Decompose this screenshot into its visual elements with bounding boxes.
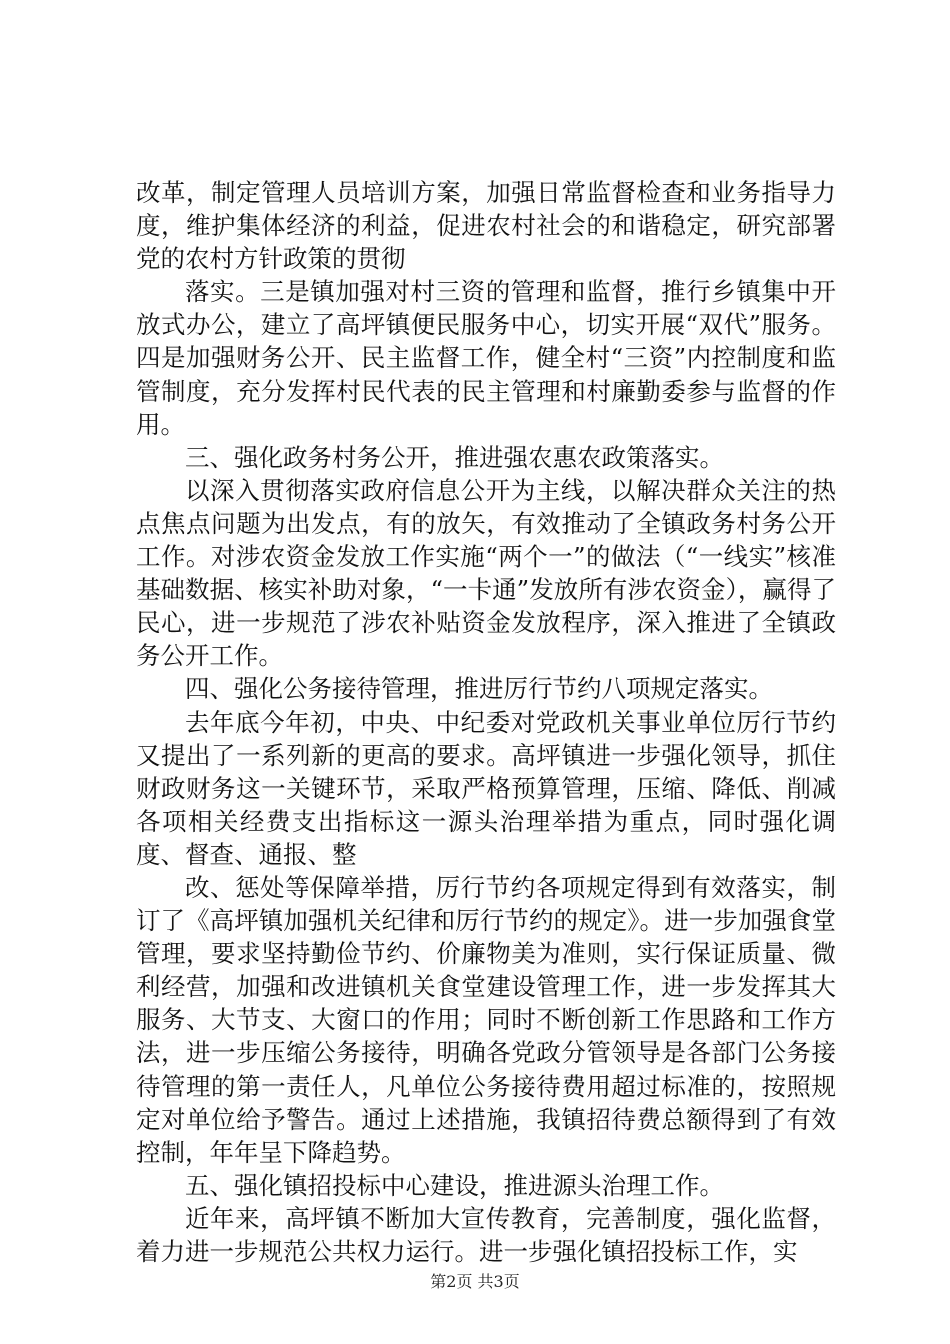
paragraph-2: 落实。三是镇加强对村三资的管理和监督，推行乡镇集中开放式办公，建立了高坪镇便民服务中心，切实开展“双代”服务。四是加强财务公开、民主监督工作，健全村“三资”内控制度和监管制度，充分发挥村民代表的民主管理和村廉勤委参与监督的作用。	[136, 277, 836, 439]
paragraph-3: 以深入贯彻落实政府信息公开为主线，以解决群众关注的热点焦点问题为出发点，有的放矢，有效推动了全镇政务村务公开工作。对涉农资金发放工作实施“两个一”的做法（“一线实”核准基础数据、核实补助对象，“一卡通”发放所有涉农资金），赢得了民心，进一步规范了涉农补贴资金发放程序，深入推进了全镇政务公开工作。	[136, 475, 836, 671]
paragraph-4: 去年底今年初，中央、中纪委对党政机关事业单位厉行节约又提出了一系列新的更高的要求。高坪镇进一步强化领导，抓住财政财务这一关键环节，采取严格预算管理，压缩、降低、削减各项相关经费支出指标这一源头治理举措为重点，同时强化调度、督查、通报、整	[136, 707, 836, 869]
section-heading-3: 三、强化政务村务公开，推进强农惠农政策落实。	[185, 442, 724, 472]
document-body	[136, 176, 836, 1268]
page-number-footer: 第2页 共3页	[430, 1272, 520, 1291]
section-heading-5: 五、强化镇招投标中心建设，推进源头治理工作。	[185, 1170, 724, 1200]
paragraph-1: 改革，制定管理人员培训方案，加强日常监督检查和业务指导力度，维护集体经济的利益，促进农村社会的和谐稳定，研究部署党的农村方针政策的贯彻	[136, 178, 836, 274]
section-heading-4: 四、强化公务接待管理，推进厉行节约八项规定落实。	[185, 674, 773, 704]
paragraph-5: 改、惩处等保障举措，厉行节约各项规定得到有效落实，制订了《高坪镇加强机关纪律和厉行节约的规定》。进一步加强食堂管理，要求坚持勤俭节约、价廉物美为准则，实行保证质量、微利经营，加强和改进镇机关食堂建设管理工作，进一步发挥其大服务、大节支、大窗口的作用；同时不断创新工作思路和工作方法，进一步压缩公务接待，明确各党政分管领导是各部门公务接待管理的第一责任人，凡单位公务接待费用超过标准的，按照规定对单位给予警告。通过上述措施，我镇招待费总额得到了有效控制，年年呈下降趋势。	[136, 872, 836, 1167]
paragraph-6: 近年来，高坪镇不断加大宣传教育，完善制度，强化监督，着力进一步规范公共权力运行。进一步强化镇招投标工作，实	[136, 1203, 836, 1266]
